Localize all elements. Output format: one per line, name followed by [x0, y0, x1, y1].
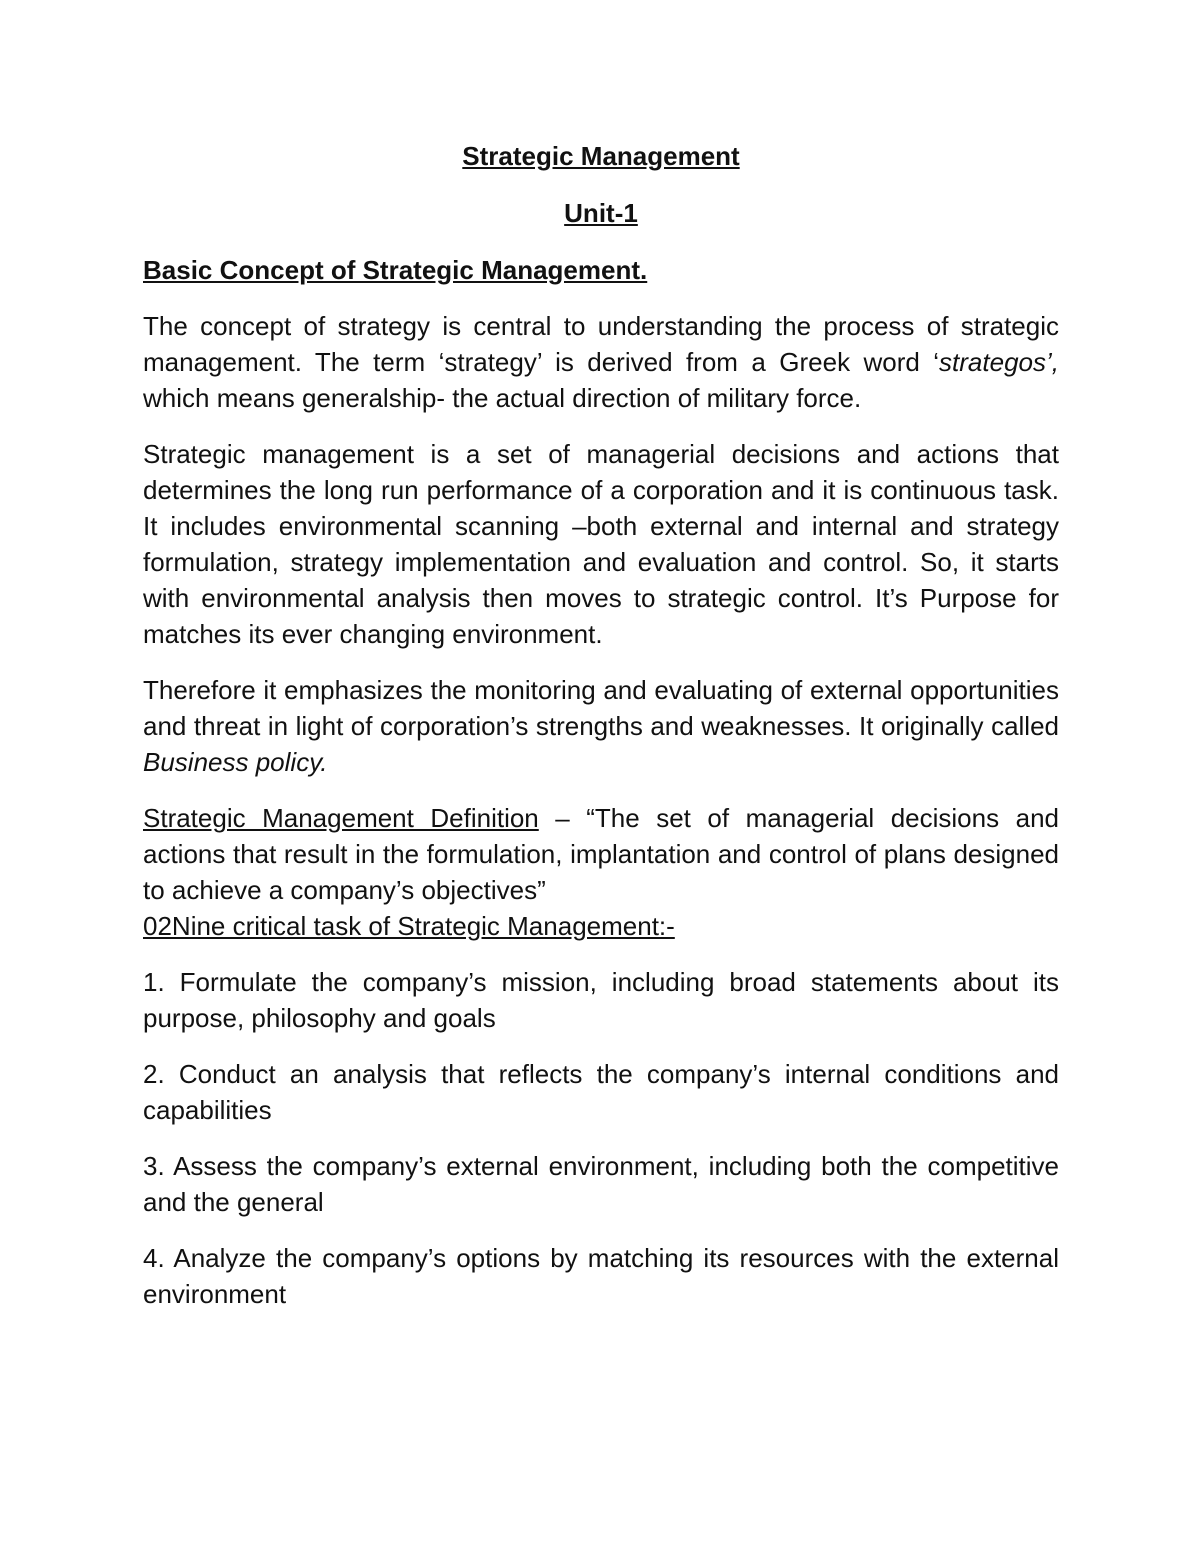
definition-label: Strategic Management Definition	[143, 803, 539, 833]
unit-title: Unit-1	[564, 198, 638, 228]
document-page	[143, 138, 1059, 1312]
paragraph-text: which means generalship- the actual direction of military force.	[143, 383, 862, 413]
list-item: 3. Assess the company’s external environment, including both the competitive and the general	[143, 1151, 1059, 1217]
paragraph-text: The concept of strategy is central to understanding the process of strategic management. The term ‘strategy’ is derived from a Greek word ‘	[143, 311, 1059, 377]
paragraph-strategy-concept	[143, 308, 1059, 416]
italic-term: Business policy.	[143, 747, 328, 777]
document-title: Strategic Management	[462, 141, 740, 171]
section-heading: Basic Concept of Strategic Management.	[143, 255, 648, 285]
list-item: 1. Formulate the company’s mission, including broad statements about its purpose, philosophy and goals	[143, 967, 1059, 1033]
paragraph-text: Therefore it emphasizes the monitoring and evaluating of external opportunities and threat in light of corporation’s strengths and weaknesses. It originally called	[143, 675, 1059, 741]
paragraph-strategic-management: Strategic management is a set of managerial decisions and actions that determines the long run performance of a corporation and it is continuous task. It includes environmental scanning –both external and internal and strategy formulation, strategy implementation and evaluation and control. So, it starts with environmental analysis then moves to strategic control. It’s Purpose for matches its ever changing environment.	[143, 439, 1059, 649]
paragraph-definition	[143, 800, 1059, 908]
paragraph-emphasis	[143, 672, 1059, 780]
italic-term: strategos’,	[939, 347, 1059, 377]
tasks-heading: 02Nine critical task of Strategic Management:-	[143, 911, 675, 941]
list-item: 2. Conduct an analysis that reflects the company’s internal conditions and capabilities	[143, 1059, 1059, 1125]
list-item: 4. Analyze the company’s options by matching its resources with the external environment	[143, 1243, 1059, 1309]
definition-text: – “The set of managerial decisions and actions that result in the formulation, implantation and control of plans designed to achieve a company’s objectives”	[143, 803, 1059, 905]
